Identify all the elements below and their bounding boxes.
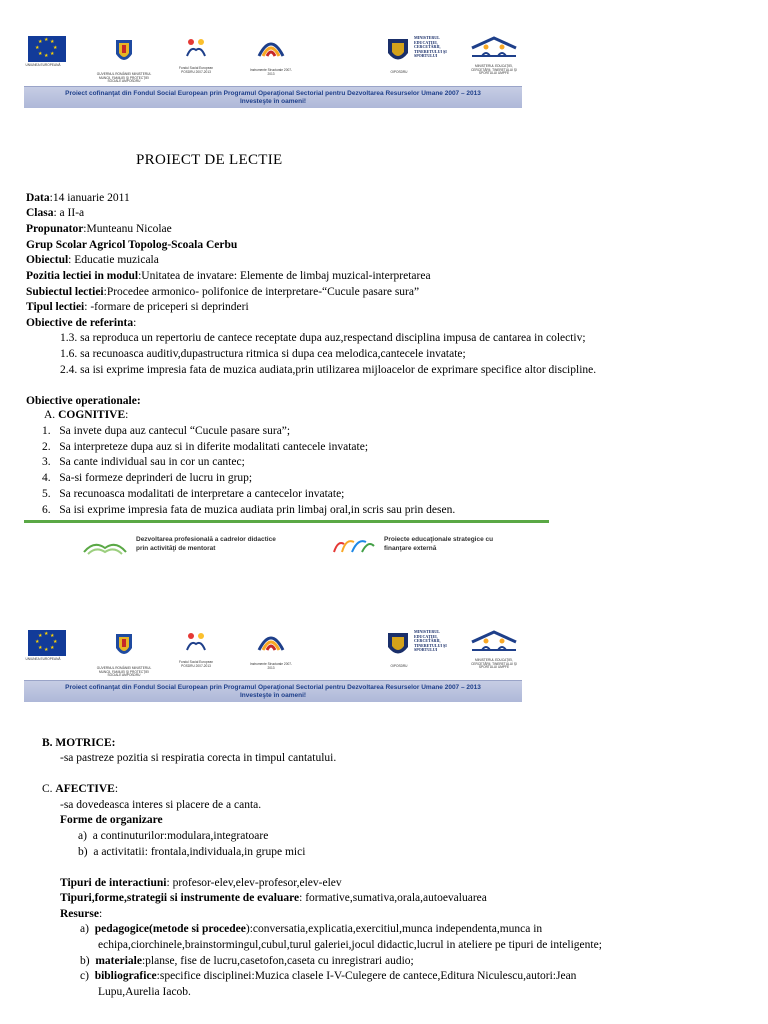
page-title: PROIECT DE LECTIE <box>136 152 283 168</box>
afective-label: AFECTIVE <box>55 783 115 795</box>
obiective-operationale-heading: Obiective operationale: <box>26 395 141 407</box>
structural-instruments-icon <box>256 36 286 62</box>
scoala-name: Grup Scolar Agricol Topolog-Scoala Cerbu <box>26 239 238 251</box>
logo-caption: OIPOSDRU <box>390 70 408 74</box>
clasa-row <box>26 206 84 220</box>
ministry-name: MINISTERUL EDUCAŢIEI, CERCETĂRII, TINERETULUI ŞI SPORTULUI <box>414 629 447 653</box>
motrice-text: -sa pastreze pozitia si respiratia corecta in timpul cantatului. <box>60 752 337 764</box>
obiective-referinta-heading: Obiective de referinta: <box>26 317 137 329</box>
data-value: :14 ianuarie 2011 <box>49 192 130 204</box>
obiectul-row <box>26 253 159 267</box>
house-people-icon <box>468 630 520 652</box>
scoala-row <box>26 238 237 252</box>
cognitive-item: 4. Sa-si formeze deprinderi de lucru in grup; <box>42 472 253 484</box>
fse-logo <box>178 630 214 668</box>
obiectiv-referinta-item: 1.6. sa recunoasca auditiv,dupastructura ritmica si dupa cea melodica,cantecele invatate; <box>60 348 466 360</box>
tipul-label: Tipul lectiei <box>26 301 85 313</box>
romania-crest-logo <box>96 630 152 678</box>
open-book-icon <box>82 536 128 556</box>
instrumente-structurale-logo <box>249 630 293 670</box>
forme-heading: Forme de organizare <box>60 814 163 826</box>
pozitia-label: Pozitia lectiei in modul <box>26 270 139 282</box>
fse-figure-icon <box>183 630 209 654</box>
logo-caption: Fondul Social European POSDRU 2007-2013 <box>178 66 214 74</box>
data-row <box>26 191 130 205</box>
cognitive-item: 1. Sa invete dupa auz cantecul “Cucule pasare sura”; <box>42 425 291 437</box>
structural-instruments-icon <box>256 630 286 656</box>
pozitia-row <box>26 269 431 283</box>
coat-of-arms-icon <box>114 36 134 66</box>
banner-line2: Investeşte în oameni! <box>239 98 307 105</box>
header-banner <box>24 86 522 108</box>
obiective-referinta-label: Obiective de referinta <box>26 317 134 329</box>
logo-caption: GUVERNUL ROMÂNIEI MINISTERUL MUNCII, FAMILIEI ŞI PROTECŢIEI SOCIALE AMPOSDRU <box>96 666 152 678</box>
cognitive-label: COGNITIVE <box>58 409 126 421</box>
house-people-icon <box>468 36 520 58</box>
mects-house-logo <box>468 630 520 670</box>
banner-line1: Proiect cofinanţat din Fondul Social European prin Programul Operaţional Sectorial pentru Dezvoltarea Resurselor Umane 2007 – 2013 <box>65 90 481 97</box>
obiectiv-referinta-item: 1.3. sa reproduca un repertoriu de cantece receptate dupa auz,respectand disciplina impusa de cantarea in colectiv; <box>60 332 586 344</box>
logo-caption: Instrumente Structurale 2007-2013 <box>249 662 293 670</box>
page-header-1 <box>24 32 522 110</box>
clasa-value: : a II-a <box>53 207 85 219</box>
cognitive-item: 2. Sa interpreteze dupa auz si in diferite modalitati cantecele invatate; <box>42 441 369 453</box>
propunator-label: Propunator <box>26 223 84 235</box>
ministerul-educatiei-logo <box>386 630 460 669</box>
afective-text: -sa dovedeasca interes si placere de a canta. <box>60 799 262 811</box>
resurse-item: b) materiale:planse, fise de lucru,casetofon,caseta cu inregistrari audio; <box>80 955 414 967</box>
resurse-item: a) pedagogice(metode si procedee):conversatia,explicatia,exercitiul,munca independenta,munca in <box>80 923 543 935</box>
resurse-item-continuation: Lupu,Aurelia Iacob. <box>98 986 191 998</box>
logo-caption: UNIUNEA EUROPEANĂ <box>25 657 61 661</box>
eu-flag-logo <box>25 36 73 68</box>
resurse-heading: Resurse: <box>60 908 103 920</box>
page-header-2 <box>24 626 522 704</box>
motrice-heading: B. MOTRICE: <box>42 737 116 749</box>
data-label: Data <box>26 192 50 204</box>
cognitive-item: 3. Sa cante individual sau in cor un cantec; <box>42 456 245 468</box>
logo-caption: Fondul Social European POSDRU 2007-2013 <box>178 660 214 668</box>
ministry-name: MINISTERUL EDUCAŢIEI, CERCETĂRII, TINERETULUI ŞI SPORTULUI <box>414 35 447 59</box>
obiectul-label: Obiectul <box>26 254 69 266</box>
resurse-item: c) bibliografice:specifice disciplinei:Muzica clasele I-V-Culegere de cantece,Editura Niculescu,autori:Jean <box>80 970 577 982</box>
eu-flag-icon: ★ ★ ★ ★ ★ ★ ★ ★ <box>28 630 66 656</box>
logo-caption: GUVERNUL ROMÂNIEI MINISTERUL MUNCII, FAMILIEI ŞI PROTECŢIEI SOCIALE AMPOSDRU <box>96 72 152 84</box>
footer-divider <box>24 520 549 523</box>
ministry-crest-icon <box>386 36 410 64</box>
cognitive-item: 5. Sa recunoasca modalitati de interpretare a cantecelor invatate; <box>42 488 345 500</box>
banner-line1: Proiect cofinanţat din Fondul Social European prin Programul Operaţional Sectorial pentru Dezvoltarea Resurselor Umane 2007 – 2013 <box>65 684 481 691</box>
obiectiv-referinta-item: 2.4. sa isi exprime impresia fata de muzica audiata,prin utilizarea mijloacelor de exprimare specifice altor discipline. <box>60 364 597 376</box>
logo-caption: UNIUNEA EUROPEANĂ <box>25 63 61 67</box>
ministry-crest-icon <box>386 630 410 658</box>
cognitive-item: 6. Sa isi exprime impresia fata de muzica audiata prin limbaj oral,in scris sau prin desen. <box>42 504 456 516</box>
instrumente-structurale-logo <box>249 36 293 76</box>
tipul-value: : -formare de priceperi si deprinderi <box>84 301 249 313</box>
logo-caption: Instrumente Structurale 2007-2013 <box>249 68 293 76</box>
tipuri-interactiuni-row: Tipuri de interactiuni: profesor-elev,elev-profesor,elev-elev <box>60 877 342 889</box>
footer-left-text: Dezvoltarea profesională a cadrelor didactice prin activităţi de mentorat <box>136 536 276 552</box>
subiectul-row <box>26 285 419 299</box>
fse-logo <box>178 36 214 74</box>
eu-flag-logo <box>25 630 73 662</box>
afective-heading: C. AFECTIVE: <box>42 783 119 795</box>
banner-line2: Investeşte în oameni! <box>239 692 307 699</box>
obiectul-value: : Educatie muzicala <box>68 254 159 266</box>
forme-item: b) a activitatii: frontala,individuala,in grupe mici <box>78 846 306 858</box>
romania-crest-logo <box>96 36 152 84</box>
logo-caption: MINISTERUL EDUCAŢIEI, CERCETĂRII, TINERETULUI ŞI SPORTULUI UMPFE <box>471 658 517 670</box>
tipul-row <box>26 300 249 314</box>
page-footer <box>24 520 549 562</box>
clasa-label: Clasa <box>26 207 54 219</box>
eu-flag-icon: ★ ★ ★ ★ ★ ★ ★ ★ <box>28 36 66 62</box>
forme-item: a) a continuturilor:modulara,integratoare <box>78 830 269 842</box>
logo-caption: MINISTERUL EDUCAŢIEI, CERCETĂRII, TINERETULUI ŞI SPORTULUI UMPFE <box>471 64 517 76</box>
ministerul-educatiei-logo <box>386 36 460 75</box>
tipuri-evaluare-row: Tipuri,forme,strategii si instrumente de evaluare: formative,sumativa,orala,autoevaluarea <box>60 892 487 904</box>
subiectul-value: :Procedee armonico- polifonice de interpretare-“Cucule pasare sura” <box>103 286 420 298</box>
coat-of-arms-icon <box>114 630 134 660</box>
header-banner <box>24 680 522 702</box>
mects-house-logo <box>468 36 520 76</box>
fse-figure-icon <box>183 36 209 60</box>
footer-right-text: Proiecte educaţionale strategice cu finanţare externă <box>384 536 494 552</box>
propunator-value: :Munteanu Nicolae <box>83 223 172 235</box>
propunator-row <box>26 222 172 236</box>
colorful-book-icon <box>330 534 378 556</box>
resurse-item-continuation: echipa,ciorchinele,brainstormingul,cubul,turul galeriei,jocul didactic,lucrul in ateliere pe tipuri de inteligente; <box>98 939 602 951</box>
pozitia-value: :Unitatea de invatare: Elemente de limbaj muzical-interpretarea <box>138 270 431 282</box>
cognitive-heading: A. COGNITIVE: <box>44 409 129 421</box>
logo-caption: OIPOSDRU <box>390 664 408 668</box>
subiectul-label: Subiectul lectiei <box>26 286 104 298</box>
